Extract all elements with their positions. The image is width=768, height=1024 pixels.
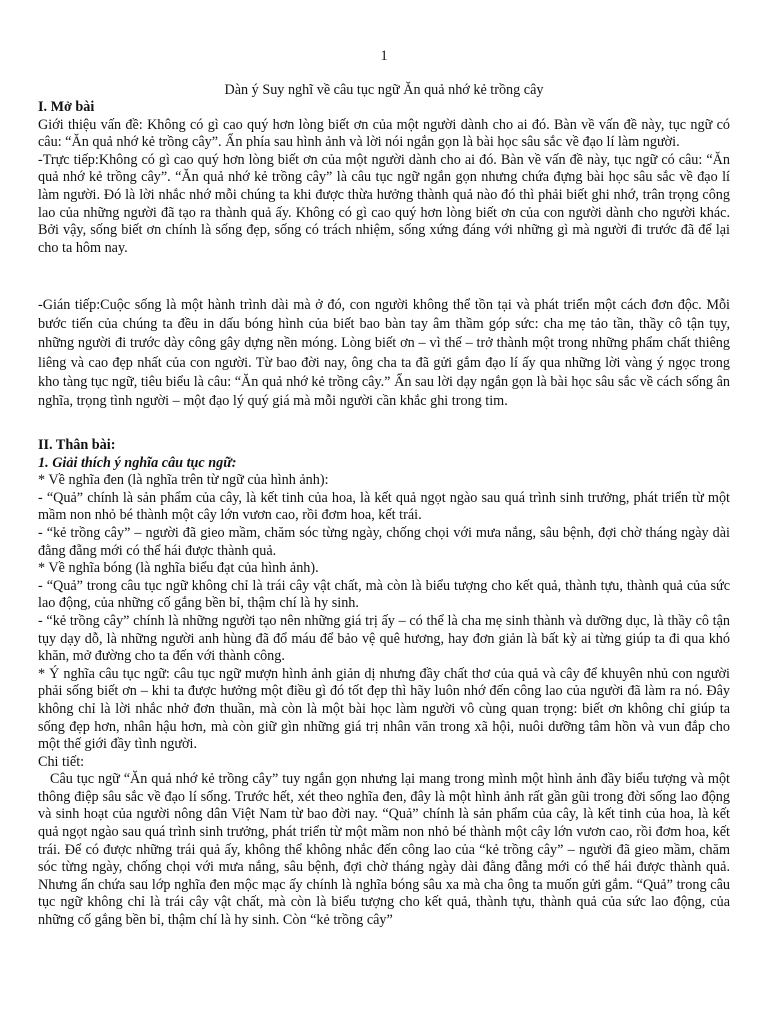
intro-section: [38, 99, 730, 257]
document-title: Dàn ý Suy nghĩ về câu tục ngữ Ăn quả nhớ kẻ trồng cây: [224, 82, 544, 98]
intro-paragraph-1: Giới thiệu vấn đề: Không có gì cao quý hơn lòng biết ơn của một người dành cho ai đó. Bàn về vấn đề này, tục ngữ có câu: “Ăn quả nhớ kẻ trồng cây”. Ẩn phía sau hình ảnh và lời nói ngắn gọn là bài học sâu sắc về đạo lí làm người.: [38, 116, 730, 151]
meaning-line: - “Quả” chính là sản phẩm của cây, là kết tinh của hoa, là kết quả ngọt ngào sau quá trình sinh trưởng, phát triển từ một mầm non nhỏ bé thành một cây lớn vươn cao, rồi đơm hoa, kết trái.: [38, 489, 730, 524]
intro-indirect-section: [38, 296, 730, 411]
meaning-line: * Về nghĩa bóng (là nghĩa biểu đạt của hình ảnh).: [38, 560, 319, 577]
body-subheading-1: 1. Giải thích ý nghĩa câu tục ngữ:: [38, 454, 237, 471]
body-section: [38, 437, 730, 930]
meaning-line: - “Quả” trong câu tục ngữ không chỉ là trái cây vật chất, mà còn là biểu tượng cho kết quả, thành tựu, thành quả của sức lao động, của những cố gắng bền bỉ, thậm chí là hy sinh.: [38, 577, 730, 612]
detail-paragraph: Câu tục ngữ “Ăn quả nhớ kẻ trồng cây” tuy ngắn gọn nhưng lại mang trong mình một hình ảnh đầy biểu tượng và một thông điệp sâu sắc về đạo lí sống. Trước hết, xét theo nghĩa đen, đây là một hình ảnh rất gần gũi trong đời sống lao động và sinh hoạt của người nông dân Việt Nam từ bao đời nay. “Quả” chính là sản phẩm của cây, là kết tinh của hoa, là kết quả ngọt ngào sau quá trình sinh trưởng, phát triển từ một mầm non nhỏ bé thành một cây lớn vươn cao, rồi đơm hoa, kết trái. Để có được những trái quả ấy, không thể không nhắc đến công lao của “kẻ trồng cây” – người đã gieo mầm, chăm sóc từng ngày, chống chọi với mưa nắng, sâu bệnh, đợi chờ tháng ngày dài đằng đẵng mới có thể hái được thành quả. Nhưng ẩn chứa sau lớp nghĩa đen mộc mạc ấy chính là nghĩa bóng sâu xa mà cha ông ta muốn gửi gắm. “Quả” trong câu tục ngữ không chỉ là trái cây vật chất, mà còn là biểu tượng cho kết quả, thành tựu, thành quả của sức lao động, của những cố gắng bền bỉ, thậm chí là hy sinh. Còn “kẻ trồng cây”: [38, 771, 730, 929]
meaning-line: - “kẻ trồng cây” – người đã gieo mầm, chăm sóc từng ngày, chống chọi với mưa nắng, sâu bệnh, đợi chờ tháng ngày dài đằng đẵng mới có thể hái được thành quả.: [38, 524, 730, 559]
body-heading: II. Thân bài:: [38, 437, 116, 453]
intro-heading: I. Mở bài: [38, 99, 95, 115]
detail-label: Chi tiết:: [38, 753, 85, 770]
intro-paragraph-direct: -Trực tiếp:Không có gì cao quý hơn lòng biết ơn của một người dành cho ai đó. Bàn về vấn đề này, tục ngữ có câu: “Ăn quả nhớ kẻ trồng cây”. “Ăn quả nhớ kẻ trồng cây” là câu tục ngữ ngắn gọn nhưng chứa đựng bài học sâu sắc về đạo lí làm người. Đó là lời nhắc nhớ mỗi chúng ta khi được thừa hưởng thành quả nào đó thì phải biết ghi nhớ, trân trọng công lao của những người đã tạo ra thành quả ấy. Không có gì cao quý hơn lòng biết ơn của con người dành cho người khác. Bởi vậy, sống biết ơn chính là sống đẹp, sống có trách nhiệm, sống xứng đáng với những gì mà người đi trước đã để lại cho ta hôm nay.: [38, 151, 730, 256]
page-number: 1: [380, 48, 388, 64]
intro-paragraph-indirect: -Gián tiếp:Cuộc sống là một hành trình dài mà ở đó, con người không thể tồn tại và phát triển một cách đơn độc. Mỗi bước tiến của chúng ta đều in dấu bóng hình của biết bao bàn tay âm thầm góp sức: cha mẹ tảo tần, thầy cô tận tụy, những người đi trước dày công gây dựng nền móng. Lòng biết ơn – vì thế – trở thành một trong những phẩm chất thiêng liêng và cao đẹp nhất của con người. Từ bao đời nay, ông cha ta đã gửi gắm đạo lí ấy qua những lời vàng ý ngọc trong kho tàng tục ngữ, tiêu biểu là câu: “Ăn quả nhớ kẻ trồng cây.” Ẩn sau lời dạy ngắn gọn là bài học sâu sắc về cách sống ân nghĩa, trọng tình người – một đạo lý quý giá mà mỗi người cần khắc ghi trong tim.: [38, 297, 730, 410]
meaning-line: * Về nghĩa đen (là nghĩa trên từ ngữ của hình ảnh):: [38, 472, 329, 489]
meaning-line: * Ý nghĩa câu tục ngữ: câu tục ngữ mượn hình ảnh giản dị nhưng đầy chất thơ của quả và cây để khuyên nhủ con người phải sống biết ơn – khi ta được hưởng một điều gì đó tốt đẹp thì hãy luôn nhớ đến công lao của người đã làm ra nó. Đây không chỉ là lời nhắc nhở đơn thuần, mà còn là một bài học làm người vô cùng quan trọng: biết ơn không chỉ giúp ta sống đẹp hơn, nhân hậu hơn, mà còn giữ gìn những giá trị nhân văn trong xã hội, nuôi dưỡng tâm hồn và vun đắp cho một thế giới đầy tình người.: [38, 665, 730, 753]
meaning-line: - “kẻ trồng cây” chính là những người tạo nên những giá trị ấy – có thể là cha mẹ sinh thành và dưỡng dục, là thầy cô tận tụy dạy dỗ, là những người anh hùng đã đổ máu để bảo vệ quê hương, hay đơn giản là bất kỳ ai từng giúp ta đi qua khó khăn, mở đường cho ta đến với thành công.: [38, 612, 730, 665]
